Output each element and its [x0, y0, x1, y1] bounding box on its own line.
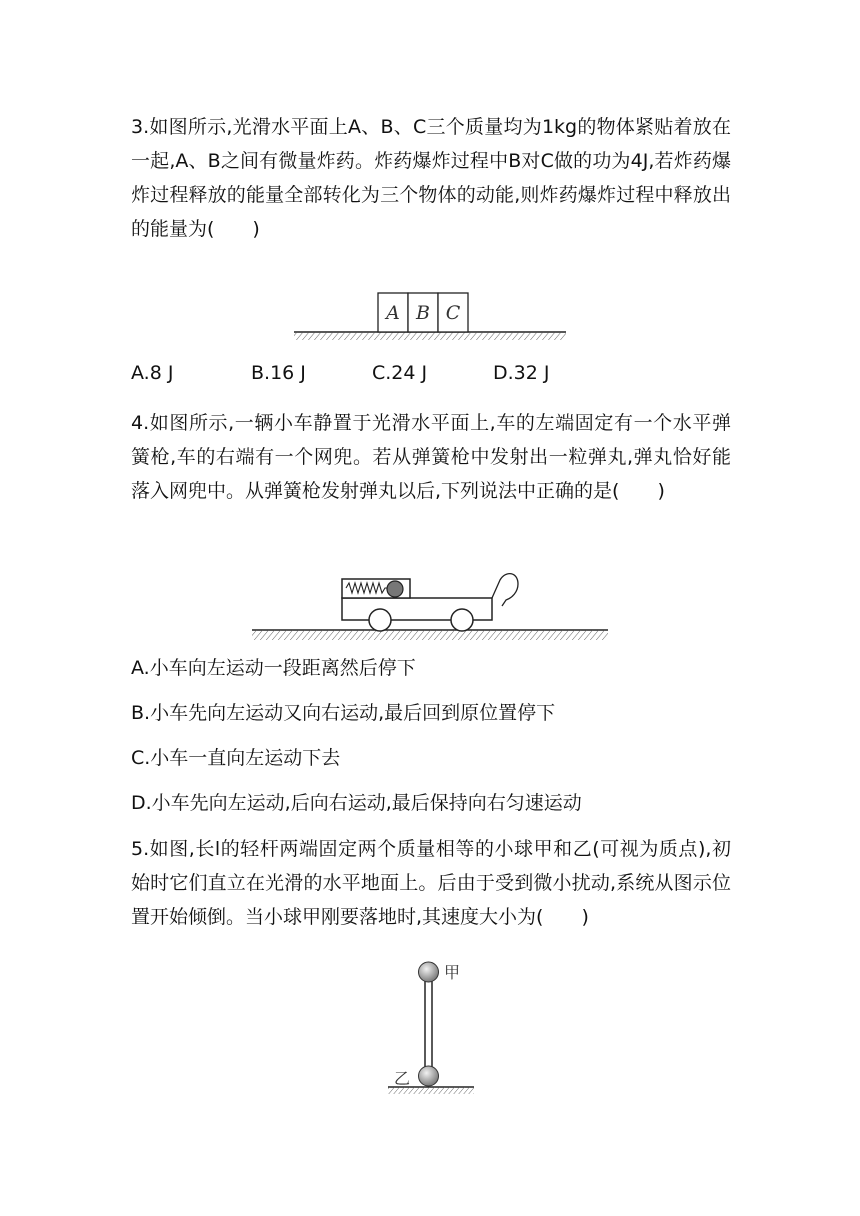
- q4-option-b[interactable]: B.小车先向左运动又向右运动,最后回到原位置停下: [131, 702, 556, 724]
- ball-yi-label: 乙: [394, 1069, 411, 1088]
- light-rod: [425, 981, 432, 1067]
- q4-option-c[interactable]: C.小车一直向左运动下去: [131, 747, 341, 769]
- q3-figure: [290, 290, 570, 350]
- q3-option-a[interactable]: A.8 J: [131, 362, 174, 384]
- block-c: [438, 293, 468, 332]
- rear-wheel: [451, 609, 473, 631]
- q3-option-d[interactable]: D.32 J: [493, 362, 550, 384]
- ground-surface: [252, 630, 608, 640]
- ball-jia-label: 甲: [444, 963, 461, 982]
- q3-option-b[interactable]: B.16 J: [251, 362, 306, 384]
- q4-figure: [250, 566, 610, 646]
- ground-surface: [388, 1087, 474, 1094]
- block-b-label: B: [416, 302, 430, 324]
- block-a: [378, 293, 408, 332]
- block-a-label: A: [386, 302, 400, 324]
- spring-gun: [342, 579, 410, 598]
- ball-jia: [419, 962, 439, 982]
- q4-option-d[interactable]: D.小车先向左运动,后向右运动,最后保持向右匀速运动: [131, 792, 582, 814]
- q4-stem: 4.如图所示,一辆小车静置于光滑水平面上,车的左端固定有一个水平弹簧枪,车的右端有一个网兜。若从弹簧枪中发射出一粒弹丸,弹丸恰好能落入网兜中。从弹簧枪发射弹丸以后,下列说法中正确的是( ): [131, 412, 731, 502]
- q3-option-c[interactable]: C.24 J: [372, 362, 428, 384]
- q5-figure: [380, 955, 490, 1100]
- front-wheel: [369, 609, 391, 631]
- net-pocket: [492, 574, 518, 606]
- pellet-icon: [387, 581, 403, 597]
- ball-yi: [419, 1066, 439, 1086]
- q5-stem: 5.如图,长l的轻杆两端固定两个质量相等的小球甲和乙(可视为质点),初始时它们直立在光滑的水平地面上。后由于受到微小扰动,系统从图示位置开始倾倒。当小球甲刚要落地时,其速度大小为( ): [131, 838, 731, 928]
- ground-surface: [294, 332, 566, 340]
- block-b: [408, 293, 438, 332]
- q3-stem: 3.如图所示,光滑水平面上A、B、C三个质量均为1kg的物体紧贴着放在一起,A、B之间有微量炸药。炸药爆炸过程中B对C做的功为4J,若炸药爆炸过程释放的能量全部转化为三个物体的动能,则炸药爆炸过程中释放出的能量为( ): [131, 116, 731, 240]
- q4-option-a[interactable]: A.小车向左运动一段距离然后停下: [131, 657, 416, 679]
- block-c-label: C: [445, 302, 461, 324]
